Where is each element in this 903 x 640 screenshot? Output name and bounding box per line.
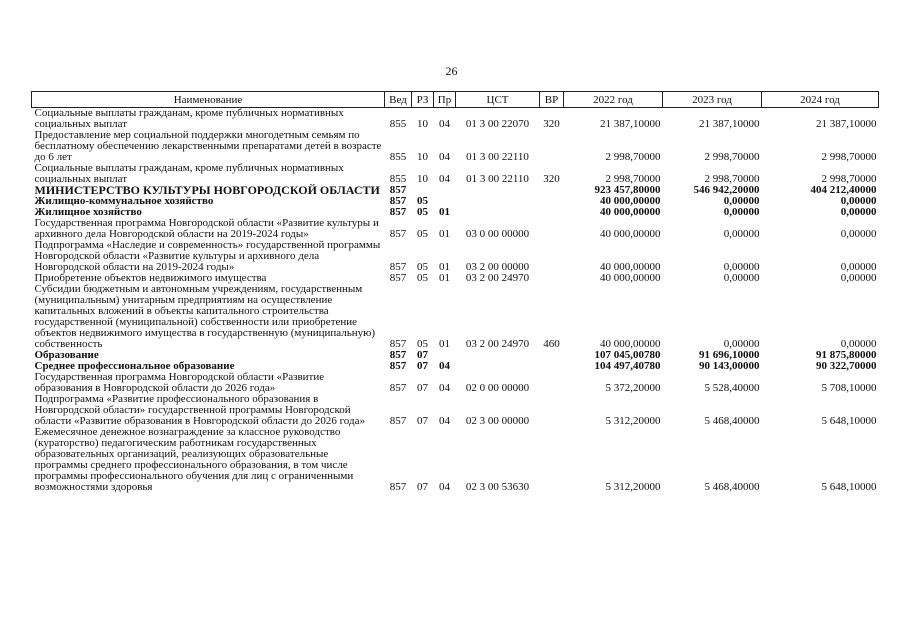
cst-cell: 01 3 00 22110 — [466, 173, 529, 185]
vr-cell: 460 — [543, 338, 560, 350]
column-header: ЦСТ — [456, 92, 540, 108]
pr-cell: 04 — [439, 118, 450, 130]
cst-cell: 02 0 00 00000 — [465, 382, 530, 394]
ved-cell: 857 — [389, 481, 407, 493]
rz-cell: 07 — [417, 360, 428, 372]
table-row — [32, 130, 879, 163]
table-row — [32, 163, 879, 185]
value-2022: 40 000,00000 — [600, 228, 661, 240]
row-name: МИНИСТЕРСТВО КУЛЬТУРЫ НОВГОРОДСКОЙ ОБЛАСТИ — [34, 183, 380, 197]
ved-cell: 857 — [389, 349, 407, 361]
table-row — [32, 108, 879, 131]
value-2023: 0,00000 — [723, 272, 760, 284]
column-header: 2022 год — [564, 92, 663, 108]
rz-cell: 05 — [417, 261, 428, 273]
rz-cell: 10 — [417, 118, 428, 130]
value-2022: 5 312,20000 — [605, 481, 661, 493]
cst-cell: 03 2 00 24970 — [465, 338, 530, 350]
value-2022: 104 497,40780 — [594, 360, 661, 372]
cst-cell — [456, 185, 540, 196]
pr-cell: 04 — [439, 173, 450, 185]
column-header: Пр — [434, 92, 456, 108]
value-2024: 2 998,70000 — [821, 151, 877, 163]
pr-cell: 04 — [439, 481, 450, 493]
rz-cell: 07 — [417, 349, 428, 361]
value-2023: 2 998,70000 — [704, 173, 760, 185]
cst-cell — [456, 350, 540, 361]
value-2023: 91 696,10000 — [699, 349, 760, 361]
rz-cell: 07 — [417, 382, 428, 394]
vr-cell — [540, 273, 564, 284]
value-2024: 404 212,40000 — [810, 184, 877, 196]
rz-cell: 05 — [417, 206, 428, 218]
rz-cell: 10 — [417, 173, 428, 185]
ved-cell: 857 — [389, 338, 407, 350]
rz-cell: 07 — [417, 481, 428, 493]
value-2022: 40 000,00000 — [600, 338, 661, 350]
table-row — [32, 372, 879, 394]
value-2023: 0,00000 — [723, 338, 760, 350]
vr-cell — [540, 350, 564, 361]
cst-cell — [456, 207, 540, 218]
row-name: Приобретение объектов недвижимого имущества — [34, 272, 267, 284]
page-number: 26 — [445, 64, 458, 78]
ved-cell: 857 — [389, 360, 407, 372]
column-header: РЗ — [412, 92, 434, 108]
row-name: Жилищное хозяйство — [34, 206, 142, 218]
table-row — [32, 240, 879, 273]
ved-cell: 855 — [389, 173, 407, 185]
ved-cell: 857 — [389, 272, 407, 284]
value-2022: 107 045,00780 — [594, 349, 661, 361]
cst-cell: 03 2 00 24970 — [465, 272, 530, 284]
value-2022: 40 000,00000 — [600, 272, 661, 284]
rz-cell: 05 — [417, 272, 428, 284]
ved-cell: 857 — [389, 206, 407, 218]
value-2023: 0,00000 — [723, 261, 760, 273]
value-2022: 40 000,00000 — [600, 261, 661, 273]
value-2023: 546 942,20000 — [693, 184, 760, 196]
column-header: Вед — [385, 92, 412, 108]
pr-cell: 01 — [439, 228, 450, 240]
ved-cell: 857 — [389, 184, 407, 196]
row-name: Жилищно-коммунальное хозяйство — [34, 195, 214, 207]
pr-cell: 01 — [439, 338, 450, 350]
value-2022: 40 000,00000 — [600, 206, 661, 218]
value-2023: 0,00000 — [723, 206, 760, 218]
cst-cell: 02 3 00 00000 — [465, 415, 530, 427]
row-name: Среднее профессиональное образование — [34, 360, 235, 372]
table-row — [32, 427, 879, 493]
column-header: 2023 год — [663, 92, 762, 108]
value-2024: 0,00000 — [840, 228, 877, 240]
table-row — [32, 218, 879, 240]
cst-cell: 01 3 00 22110 — [466, 151, 529, 163]
cst-cell: 02 3 00 53630 — [465, 481, 530, 493]
value-2024: 0,00000 — [840, 272, 877, 284]
column-header: Наименование — [32, 92, 385, 108]
vr-cell — [540, 372, 564, 394]
table-row — [32, 394, 879, 427]
cst-cell: 01 3 00 22070 — [465, 118, 530, 130]
value-2023: 90 143,00000 — [699, 360, 760, 372]
pr-cell: 04 — [439, 382, 450, 394]
rz-cell: 10 — [417, 151, 428, 163]
rz-cell: 05 — [417, 228, 428, 240]
value-2024: 5 648,10000 — [821, 481, 877, 493]
value-2024: 5 708,10000 — [821, 382, 877, 394]
rz-cell: 07 — [417, 415, 428, 427]
value-2024: 0,00000 — [840, 338, 877, 350]
row-name: Социальные выплаты гражданам, кроме публичных нормативных социальных выплат — [34, 107, 344, 130]
rz-cell: 05 — [417, 338, 428, 350]
value-2024: 0,00000 — [840, 261, 877, 273]
value-2023: 5 468,40000 — [704, 481, 760, 493]
ved-cell: 855 — [389, 151, 407, 163]
pr-cell: 04 — [439, 360, 450, 372]
value-2023: 5 468,40000 — [704, 415, 760, 427]
value-2023: 0,00000 — [723, 228, 760, 240]
ved-cell: 857 — [389, 195, 407, 207]
vr-cell — [540, 394, 564, 427]
vr-cell — [540, 240, 564, 273]
cst-cell: 03 2 00 00000 — [465, 261, 530, 273]
vr-cell — [540, 185, 564, 196]
value-2022: 40 000,00000 — [600, 195, 661, 207]
row-name: Государственная программа Новгородской области «Развитие культуры и архивного дела Новгородской области на 2019-2024 годы» — [34, 217, 379, 240]
ved-cell: 855 — [389, 118, 407, 130]
cst-cell — [456, 196, 540, 207]
vr-cell — [540, 427, 564, 493]
row-name: Государственная программа Новгородской области «Развитие образования в Новгородской области до 2026 года» — [34, 371, 325, 394]
row-name: Предоставление мер социальной поддержки многодетным семьям по бесплатному обеспечению лекарственными препаратами детей в возрасте до 6 лет — [34, 129, 382, 163]
budget-table — [31, 91, 879, 493]
value-2022: 5 312,20000 — [605, 415, 661, 427]
value-2024: 91 875,80000 — [816, 349, 877, 361]
value-2024: 5 648,10000 — [821, 415, 877, 427]
value-2022: 21 387,10000 — [600, 118, 661, 130]
table-header — [32, 92, 879, 108]
pr-cell: 01 — [439, 272, 450, 284]
value-2024: 2 998,70000 — [821, 173, 877, 185]
pr-cell: 04 — [439, 151, 450, 163]
row-name: Подпрограмма «Развитие профессионального образования в Новгородской области» государственной программы Новгородской области «Развитие образования в Новгородской области до 2026 года» — [34, 393, 365, 427]
row-name: Ежемесячное денежное вознаграждение за классное руководство (кураторство) педагогическим работникам государственных образовательных организаций, реализующих образовательные программы среднего профессионального образования, в том числе программы профессионального обучения для лиц с ограниченными возможностями здоровья — [34, 426, 354, 493]
pr-cell: 04 — [439, 415, 450, 427]
table-row — [32, 284, 879, 350]
row-name: Социальные выплаты гражданам, кроме публичных нормативных социальных выплат — [34, 162, 344, 185]
value-2024: 21 387,10000 — [816, 118, 877, 130]
value-2024: 90 322,70000 — [816, 360, 877, 372]
row-name: Подпрограмма «Наследие и современность» государственной программы Новгородской области «Развитие культуры и архивного дела Новгородской области на 2019-2024 годы» — [34, 239, 381, 273]
column-header: ВР — [540, 92, 564, 108]
value-2022: 2 998,70000 — [605, 173, 661, 185]
pr-cell: 01 — [439, 261, 450, 273]
ved-cell: 857 — [389, 261, 407, 273]
vr-cell — [540, 207, 564, 218]
vr-cell — [540, 361, 564, 372]
value-2023: 0,00000 — [723, 195, 760, 207]
value-2022: 923 457,80000 — [594, 184, 661, 196]
rz-cell: 05 — [417, 195, 428, 207]
vr-cell — [540, 196, 564, 207]
column-header: 2024 год — [762, 92, 879, 108]
cst-cell: 03 0 00 00000 — [465, 228, 530, 240]
value-2022: 5 372,20000 — [605, 382, 661, 394]
ved-cell: 857 — [389, 228, 407, 240]
ved-cell: 857 — [389, 415, 407, 427]
cst-cell — [456, 361, 540, 372]
vr-cell: 320 — [543, 118, 560, 130]
value-2024: 0,00000 — [840, 195, 877, 207]
value-2023: 2 998,70000 — [704, 151, 760, 163]
vr-cell: 320 — [543, 173, 560, 185]
pr-cell — [434, 185, 456, 196]
value-2023: 21 387,10000 — [699, 118, 760, 130]
value-2024: 0,00000 — [840, 206, 877, 218]
value-2022: 2 998,70000 — [605, 151, 661, 163]
row-name: Образование — [34, 349, 99, 361]
value-2023: 5 528,40000 — [704, 382, 760, 394]
vr-cell — [540, 218, 564, 240]
pr-cell: 01 — [439, 206, 450, 218]
vr-cell — [540, 130, 564, 163]
ved-cell: 857 — [389, 382, 407, 394]
row-name: Субсидии бюджетным и автономным учреждениям, государственным (муниципальным) унитарным предприятиям на осуществление капитальных вложений в объекты капитального строительства государственной (муниципальной) собственности или приобретение объектов недвижимого имущества в государственную (муниципальную) собственность — [34, 283, 376, 350]
